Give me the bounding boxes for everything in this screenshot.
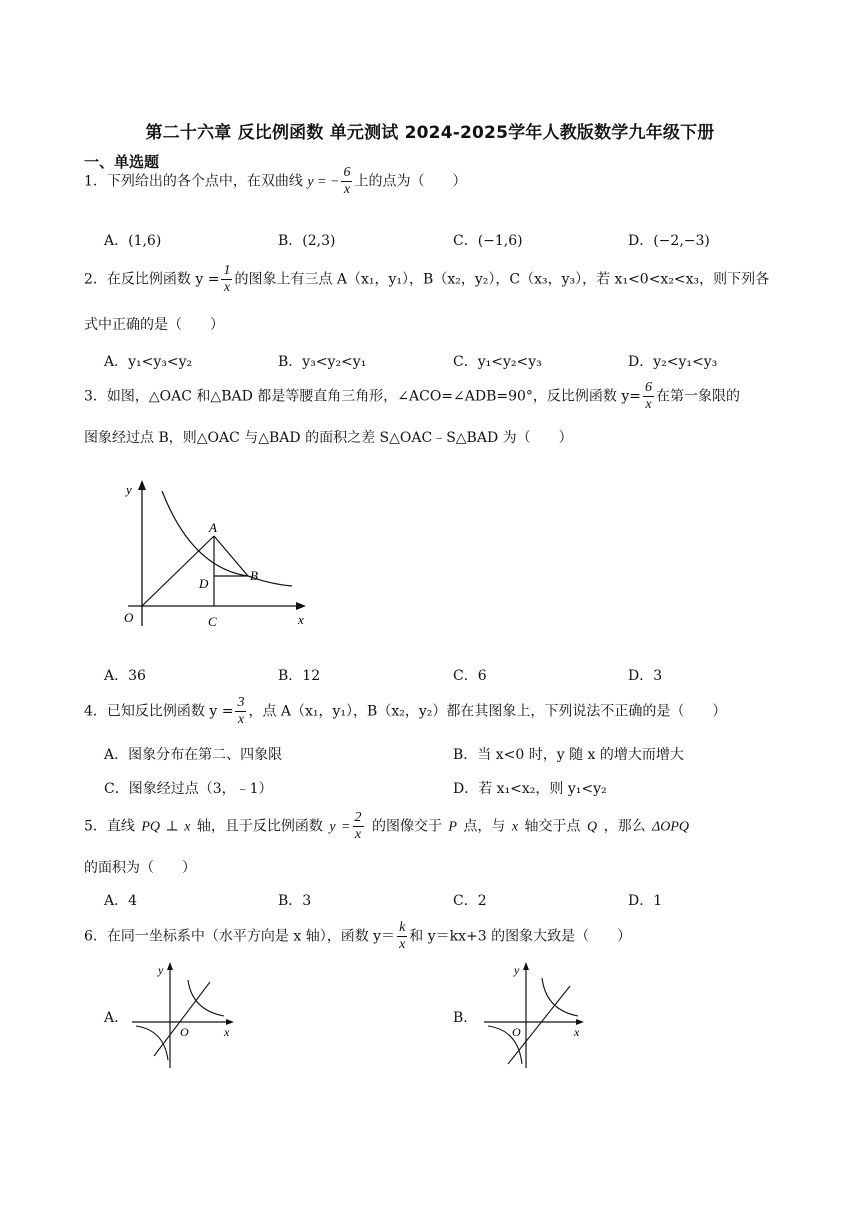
- q4-option-b[interactable]: B．当 x<0 时，y 随 x 的增大而增大: [453, 747, 684, 763]
- q3-figure: [110, 476, 320, 636]
- q1-option-a[interactable]: A．(1,6): [104, 233, 162, 249]
- svg-text:x: x: [574, 1025, 580, 1039]
- q4-tail: ，点 A（x₁，y₁），B（x₂，y₂）都在其图象上，下列说法不正确的是（ ）: [248, 703, 727, 720]
- q5-pq: PQ ⊥ x: [141, 819, 191, 835]
- q3-option-a[interactable]: A．36: [104, 668, 146, 684]
- q2-line2: 式中正确的是（ ）: [84, 317, 224, 333]
- question-2: [84, 263, 769, 296]
- q5-option-b[interactable]: B．3: [278, 893, 312, 909]
- q4-option-d[interactable]: D．若 x₁<x₂，则 y₁<y₂: [453, 781, 607, 797]
- label-o: O: [124, 610, 134, 625]
- question-1: [84, 165, 466, 198]
- q6-option-a[interactable]: A.: [104, 1010, 119, 1026]
- question-6: [84, 920, 631, 953]
- q3-tail: 在第一象限的: [656, 388, 741, 405]
- q1-option-d[interactable]: D．(−2,−3): [628, 233, 710, 249]
- q1-tail: 上的点为（ ）: [354, 173, 467, 190]
- svg-text:y: y: [514, 963, 520, 977]
- q5-triangle: ΔOPQ: [652, 819, 690, 835]
- label-b: B: [250, 568, 258, 583]
- q1-option-b[interactable]: B．(2,3): [278, 233, 336, 249]
- q5-option-c[interactable]: C．2: [453, 893, 487, 909]
- q5-option-a[interactable]: A．4: [104, 893, 138, 909]
- q4-option-c[interactable]: C．图象经过点（3，﹣1）: [104, 781, 273, 797]
- segment-oa: [142, 536, 214, 606]
- q2-tail: 的图象上有三点 A（x₁，y₁），B（x₂，y₂），C（x₃，y₃），若 x₁<0<x₂<x₃，则下列各: [234, 271, 770, 288]
- y-axis-arrow: [138, 480, 146, 490]
- q3-stem: 3．如图，△OAC 和△BAD 都是等腰直角三角形，∠ACO=∠ADB=90°，反比例函数 y=: [84, 388, 642, 405]
- q3-option-d[interactable]: D．3: [628, 668, 663, 684]
- question-3: [84, 380, 740, 413]
- q1-option-c[interactable]: C．(−1,6): [453, 233, 523, 249]
- question-5: 5．直线 PQ ⊥ x 轴，且于反比例函数 y = $\frac{2}{x}$ 的图像交于 P 点，与 x 轴交于点 Q ，那么 ΔOPQ: [84, 810, 690, 842]
- q3-line2: 图象经过点 B，则△OAC 与△BAD 的面积之差 S△OAC﹣S△BAD 为（ ）: [84, 430, 573, 446]
- q6-fraction: $\frac{k}{x}$: [399, 920, 406, 952]
- question-4: [84, 695, 726, 728]
- svg-text:O: O: [512, 1025, 521, 1039]
- q5-line2: 的面积为（ ）: [84, 860, 196, 876]
- q5-fraction: $\frac{2}{x}$: [354, 810, 362, 842]
- q6-graph-b[interactable]: [478, 960, 590, 1072]
- svg-text:O: O: [180, 1025, 189, 1039]
- x-axis-arrow: [296, 602, 306, 610]
- q4-option-a[interactable]: A．图象分布在第二、四象限: [104, 747, 283, 763]
- label-c: C: [208, 614, 217, 629]
- label-x: x: [298, 612, 304, 627]
- q6-graph-a[interactable]: [128, 960, 240, 1072]
- q3-option-c[interactable]: C．6: [453, 668, 487, 684]
- q1-stem: 1．下列给出的各个点中，在双曲线: [84, 173, 303, 190]
- label-a: A: [209, 520, 217, 535]
- segment-ab: [214, 536, 248, 576]
- q2-option-d[interactable]: D．y₂<y₁<y₃: [628, 354, 718, 370]
- q5-lhs: y =: [329, 819, 351, 835]
- q6-option-b[interactable]: B.: [453, 1010, 468, 1026]
- q4-stem: 4．已知反比例函数 y =: [84, 703, 234, 720]
- svg-text:y: y: [158, 963, 164, 977]
- q2-stem: 2．在反比例函数 y =: [84, 271, 220, 288]
- q2-option-b[interactable]: B．y₃<y₂<y₁: [278, 354, 367, 370]
- q3-option-b[interactable]: B．12: [278, 668, 321, 684]
- label-d: D: [199, 576, 209, 591]
- q2-option-a[interactable]: A．y₁<y₃<y₂: [104, 354, 193, 370]
- q6-tail: 和 y＝kx+3 的图象大致是（ ）: [409, 928, 632, 945]
- page-title: 第二十六章 反比例函数 单元测试 2024-2025学年人教版数学九年级下册: [145, 123, 715, 143]
- q2-fraction: $\frac{1}{x}$: [223, 263, 231, 295]
- q5-option-d[interactable]: D．1: [628, 893, 663, 909]
- svg-text:x: x: [224, 1025, 230, 1039]
- q3-fraction: $\frac{6}{x}$: [645, 380, 653, 412]
- q1-fraction: $\frac{6}{x}$: [343, 165, 351, 197]
- q2-option-c[interactable]: C．y₁<y₂<y₃: [453, 354, 542, 370]
- q1-lhs: y = −: [307, 174, 340, 190]
- q6-stem: 6．在同一坐标系中（水平方向是 x 轴），函数 y＝: [84, 928, 396, 945]
- label-y: y: [126, 482, 132, 497]
- section-heading: 一、单选题: [84, 153, 160, 171]
- hyperbola-curve: [162, 491, 292, 586]
- q4-fraction: $\frac{3}{x}$: [237, 695, 245, 727]
